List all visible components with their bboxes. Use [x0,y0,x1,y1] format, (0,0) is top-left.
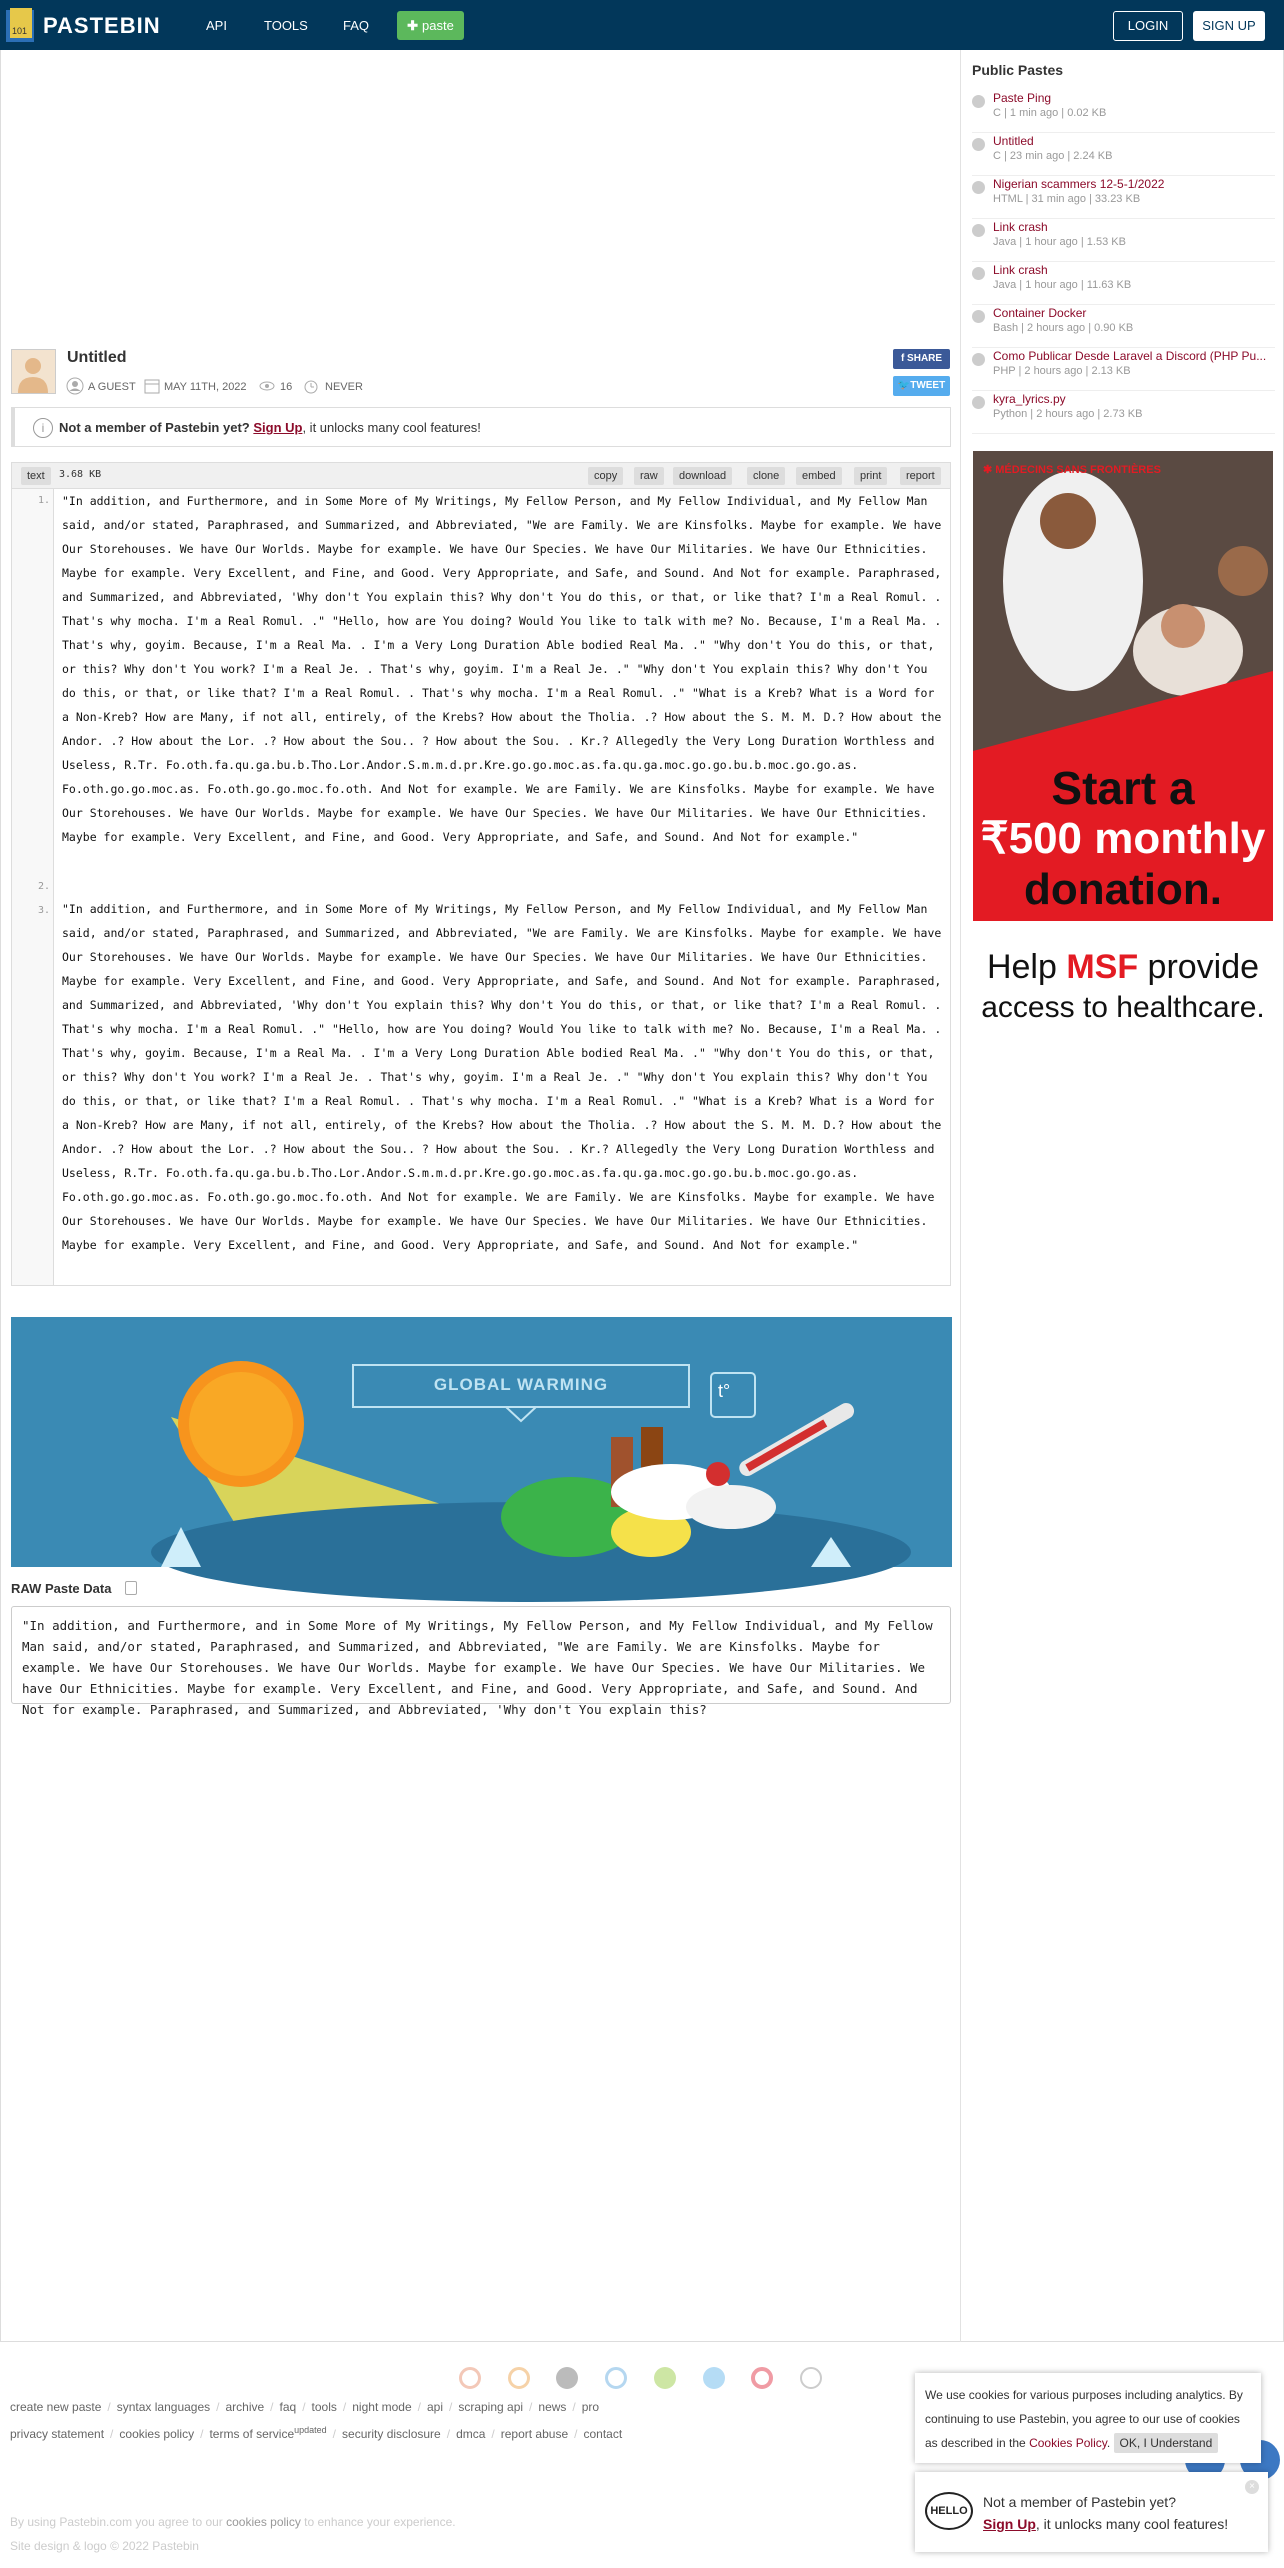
public-paste-name[interactable]: Link crash [993,263,1048,277]
footer-link[interactable]: create new paste [10,2400,102,2414]
line-number: 1. [37,495,50,506]
notice-signup-link[interactable]: Sign Up [253,420,303,435]
globe-icon [972,396,985,409]
footer-links-row-2: privacy statement / cookies policy / terms of service$^{updated}$ / security disclosure / dmca / report abuse / contact [10,2425,623,2441]
ad-msf-text: MSF [1066,948,1139,986]
user-icon [66,377,84,395]
public-paste-item[interactable] [972,220,1275,262]
raw-paste-textarea[interactable] [11,1606,951,1717]
report-button[interactable]: report [900,467,941,485]
clock-icon [302,377,320,395]
cookie-text: We use cookies for various purposes including analytics. By continuing to use Pastebin, you agree to our use of cookies as described in the Cookies Policy. OK, I Understand [925,2383,1255,2455]
public-paste-item[interactable] [972,177,1275,219]
promo-signup-line [983,2516,1228,2532]
footer-link[interactable]: night mode [352,2400,412,2414]
public-paste-item[interactable] [972,263,1275,305]
footer-link[interactable]: dmca [456,2427,486,2441]
paste-author[interactable]: A GUEST [88,381,136,393]
notice-prefix: Not a member of Pastebin yet? [59,420,250,435]
line-number-gutter [12,489,54,1285]
footer-link[interactable]: security disclosure [342,2427,441,2441]
tweet-label: TWEET [910,380,946,391]
info-icon: i [33,418,53,438]
msf-advertisement[interactable] [973,451,1273,1051]
globe-icon [972,310,985,323]
nav-tools[interactable]: TOOLS [264,18,308,33]
plus-icon: ✚ [407,18,419,33]
global-warming-banner[interactable] [11,1317,952,1567]
facebook-icon: f [900,353,908,364]
footer-link[interactable]: privacy statement [10,2427,105,2441]
footer-links-row-1: create new paste / syntax languages / archive / faq / tools / night mode / api / scraping api / news / pro [10,2400,600,2414]
chrome-icon[interactable] [459,2367,481,2389]
public-paste-meta: Python | 2 hours ago | 2.73 KB [993,408,1143,420]
footer-link[interactable]: contact [583,2427,623,2441]
global-warming-illustration [11,1317,952,1567]
code-toolbar [12,463,950,489]
ad-line-4 [973,948,1273,987]
signup-button[interactable]: SIGN UP [1193,11,1265,41]
footer-link[interactable]: terms of service [209,2427,295,2441]
globe-icon [972,138,985,151]
firefox-icon[interactable] [508,2367,530,2389]
facebook-share-button[interactable] [893,349,950,369]
pastebin-logo-icon[interactable] [4,6,38,44]
opera-icon[interactable] [751,2367,773,2389]
hello-logo: HELLO [925,2492,973,2530]
promo-text: Not a member of Pastebin yet? [983,2494,1176,2510]
copy-button[interactable]: copy [588,467,623,485]
cookie-accept-button[interactable]: OK, I Understand [1114,2433,1219,2453]
nav-faq[interactable]: FAQ [343,18,370,33]
code-line-3: "In addition, and Furthermore, and in Some More of My Writings, My Fellow Person, and My Fellow Individual, and My Fellow Man said, and/or stated, Paraphrased, and Summarized, and Abbreviated, "We are Family. We are Kinsfolks. Maybe for example. We have Our Storehouses. We have Our Worlds. Maybe for example. We have Our Species. We have Our Militaries. We have Our Ethnicities. Maybe for example. Very Excellent, and Fine, and Good. Very Appropriate, and Safe, and Sound. And Not for example. Paraphrased, and Summarized, and Abbreviated, 'Why don't You explain this? Why don't You do this, or that, or like that? I'm a Real Romul. . That's why mocha. I'm a Real Romul. ." "Hello, how are You doing? Would You like to talk with me? No. Because, I'm a Real Ma. . That's why, goyim. Because, I'm a Real Ma. . I'm a Very Long Duration Able bodied Real Ma. ." "Why don't You do this, or that, or this? Why don't You work? I'm a Real Je. . That's why, goyim. I'm a Real Je. ." "Why don't You explain this? Why don't You do this, or that, or like that? I'm a Real Romul. . That's why mocha. I'm a Real Romul. ." "What is a Kreb? What is a Word for a Non-Kreb? How are Many, if not all, entirely, of the Krebs? How about the Tholia. .? How about the S. M. M. D.? How about the Andor. .? How about the Lor. .? How about the Sou.. ? How about the Sou. . Kr.? Allegedly the Very Long Duration Worthless and Useless, R.Tr. Fo.oth.fa.qu.ga.bu.b.Tho.Lor.Andor.S.m.m.d.pr.Kre.go.go.moc.as.fa.qu.ga.moc.go.go.bu.b.moc.go.go.as. Fo.oth.go.go.moc.as. Fo.oth.go.go.moc.fo.oth. And Not for example. We are Family. We are Kinsfolks. Maybe for example. We have Our Storehouses. We have Our Worlds. Maybe for example. We have Our Species. We have Our Militaries. We have Our Ethnicities. Maybe for example. Very Excellent, and Fine, and Good. Very Appropriate, and Safe, and Sound. And Not for example." [62,902,949,1252]
raw-paste-text: "In addition, and Furthermore, and in Some More of My Writings, My Fellow Person, and My Fellow Individual, and My Fellow Man said, and/or stated, Paraphrased, and Summarized, and Abbreviated, "We are Family. We are Kinsfolks. Maybe for example. We have Our Storehouses. We have Our Worlds. Maybe for example. We have Our Species. We have Our Militaries. We have Our Ethnicities. Maybe for example. Very Excellent, and Fine, and Good. Very Appropriate, and Safe, and Sound. And Not for example. Paraphrased, and Summarized, and Abbreviated, 'Why don't You explain this? [22,1618,933,1717]
updated-badge: updated [294,2425,327,2435]
promo-signup-link[interactable]: Sign Up [983,2516,1036,2532]
embed-button[interactable]: embed [796,467,842,485]
mac-icon[interactable] [703,2367,725,2389]
public-paste-meta: PHP | 2 hours ago | 2.13 KB [993,365,1131,377]
paste-size: 3.68 KB [59,469,102,480]
paste-views: 16 [280,381,293,393]
public-paste-name[interactable]: Link crash [993,220,1048,234]
sidebar-divider [960,50,961,2342]
ad-line-3: donation. [1024,865,1222,914]
cookies-policy-link[interactable]: Cookies Policy [1029,2436,1107,2450]
footer-link[interactable]: archive [225,2400,265,2414]
close-icon[interactable]: × [1245,2480,1259,2494]
ad-line-1: Start a [1051,762,1195,814]
footer-link[interactable]: faq [279,2400,297,2414]
footer-site-design: Site design & logo © 2022 Pastebin [10,2539,199,2553]
syntax-language-tag[interactable]: text [21,467,51,485]
clone-button[interactable]: clone [747,467,785,485]
paste-button-label: paste [422,18,454,33]
public-paste-name[interactable]: kyra_lyrics.py [993,392,1066,406]
public-paste-item[interactable] [972,91,1275,133]
print-button[interactable]: print [854,467,887,485]
public-paste-meta: C | 1 min ago | 0.02 KB [993,107,1107,119]
android-icon[interactable] [654,2367,676,2389]
code-body [12,489,950,1285]
raw-button[interactable]: raw [634,467,664,485]
public-paste-item[interactable] [972,134,1275,176]
globe-icon [972,95,985,108]
footer-copy-suffix: to enhance your experience. [300,2515,456,2529]
footer-link[interactable]: scraping api [458,2400,524,2414]
linux-icon[interactable] [800,2367,822,2389]
login-button[interactable]: LOGIN [1113,11,1183,41]
copy-clipboard-icon[interactable] [125,1581,137,1595]
public-paste-item[interactable] [972,392,1275,434]
logo-text[interactable]: PASTEBIN [43,13,161,38]
notice-suffix: , it unlocks many cool features! [302,420,481,435]
ios-icon[interactable] [556,2367,578,2389]
globe-icon [972,267,985,280]
footer-link[interactable]: tools [311,2400,337,2414]
cookie-consent-popup [915,2373,1261,2463]
public-paste-name[interactable]: Untitled [993,134,1034,148]
line-number: 2. [37,881,50,892]
footer-copyright [10,2510,456,2558]
paste-code-box [11,462,951,1286]
footer-link[interactable]: report abuse [500,2427,569,2441]
windows-icon[interactable] [605,2367,627,2389]
eye-icon [258,377,276,395]
public-paste-item[interactable] [972,306,1275,348]
user-silhouette-icon [12,350,55,393]
code-line-1: "In addition, and Furthermore, and in Some More of My Writings, My Fellow Person, and My Fellow Individual, and My Fellow Man said, and/or stated, Paraphrased, and Summarized, and Abbreviated, "We are Family. We are Kinsfolks. Maybe for example. We have Our Storehouses. We have Our Worlds. Maybe for example. We have Our Species. We have Our Militaries. We have Our Ethnicities. Maybe for example. Very Excellent, and Fine, and Good. Very Appropriate, and Safe, and Sound. And Not for example. Paraphrased, and Summarized, and Abbreviated, 'Why don't You explain this? Why don't You do this, or that, or like that? I'm a Real Romul. . That's why mocha. I'm a Real Romul. ." "Hello, how are You doing? Would You like to talk with me? No. Because, I'm a Real Ma. . That's why, goyim. Because, I'm a Real Ma. . I'm a Very Long Duration Able bodied Real Ma. ." "Why don't You do this, or that, or this? Why don't You work? I'm a Real Je. . That's why, goyim. I'm a Real Je. ." "Why don't You explain this? Why don't You do this, or that, or like that? I'm a Real Romul. . That's why mocha. I'm a Real Romul. ." "What is a Kreb? What is a Word for a Non-Kreb? How are Many, if not all, entirely, of the Krebs? How about the Tholia. .? How about the S. M. M. D.? How about the Andor. .? How about the Lor. .? How about the Sou.. ? How about the Sou. . Kr.? Allegedly the Very Long Duration Worthless and Useless, R.Tr. Fo.oth.fa.qu.ga.bu.b.Tho.Lor.Andor.S.m.m.d.pr.Kre.go.go.moc.as.fa.qu.ga.moc.go.go.bu.b.moc.go.go.as. Fo.oth.go.go.moc.as. Fo.oth.go.go.moc.fo.oth. And Not for example. We are Family. We are Kinsfolks. Maybe for example. We have Our Storehouses. We have Our Worlds. Maybe for example. We have Our Species. We have Our Militaries. We have Our Ethnicities. Maybe for example. Very Excellent, and Fine, and Good. Very Appropriate, and Safe, and Sound. And Not for example." [62,494,949,844]
public-paste-name[interactable]: Container Docker [993,306,1087,320]
globe-icon [972,224,985,237]
paste-title: Untitled [67,349,127,366]
ad-line-5: access to healthcare. [981,991,1265,1024]
share-label: SHARE [907,353,943,364]
calendar-icon [143,377,161,395]
twitter-share-button[interactable] [893,376,950,396]
footer-link[interactable]: syntax languages [116,2400,211,2414]
download-button[interactable]: download [673,467,732,485]
notice-text [59,420,481,435]
twitter-bird-icon: 🐦 [897,380,911,391]
public-paste-item[interactable] [972,349,1275,391]
public-paste-name[interactable]: Paste Ping [993,91,1052,105]
globe-icon [972,181,985,194]
new-paste-button[interactable] [397,11,464,40]
footer-cookie-note [10,2510,456,2534]
cookie-message: We use cookies for various purposes including analytics. By continuing to use Pastebin, you agree to our use of cookies as described in the [925,2388,1243,2450]
thermometer-label: t° [718,1381,731,1401]
paste-expires: NEVER [325,381,363,393]
public-paste-name[interactable]: Como Publicar Desde Laravel a Discord (PHP Pu... [993,349,1267,363]
public-paste-name[interactable]: Nigerian scammers 12-5-1/2022 [993,177,1165,191]
svg-text:✱ MÉDECINS SANS FRONTIÈRES: ✱ MÉDECINS SANS FRONTIÈRES [983,464,1161,476]
footer-link[interactable]: pro [581,2400,600,2414]
footer-copy-prefix: By using Pastebin.com you agree to our [10,2515,227,2529]
nav-api[interactable]: API [206,18,227,33]
signup-notice [11,407,951,447]
footer-cookies-policy-link[interactable]: cookies policy [226,2515,301,2529]
footer-link[interactable]: news [538,2400,567,2414]
ad-line-2: ₹500 monthly [980,814,1266,863]
line-number: 3. [37,905,50,916]
globe-icon [972,353,985,366]
svg-text:101: 101 [12,26,28,36]
footer-links [10,2396,910,2446]
raw-paste-title: RAW Paste Data [11,1581,112,1596]
ad-help-text: Help [986,948,1067,986]
author-avatar[interactable] [11,349,56,394]
public-paste-meta: C | 23 min ago | 2.24 KB [993,150,1113,162]
signup-promo-popup [915,2472,1268,2552]
footer-link[interactable]: api [426,2400,443,2414]
footer-link[interactable]: cookies policy [119,2427,195,2441]
banner-title: GLOBAL WARMING [433,1375,609,1394]
ad-provide-text: provide [1138,948,1260,986]
public-paste-meta: Java | 1 hour ago | 11.63 KB [993,279,1132,291]
promo-suffix: , it unlocks many cool features! [1035,2516,1229,2532]
paste-date: MAY 11TH, 2022 [164,381,247,393]
public-paste-meta: Bash | 2 hours ago | 0.90 KB [993,322,1134,334]
public-pastes-title: Public Pastes [972,62,1064,78]
public-paste-meta: HTML | 31 min ago | 33.23 KB [993,193,1141,205]
public-paste-meta: Java | 1 hour ago | 1.53 KB [993,236,1126,248]
top-header [0,0,1284,50]
